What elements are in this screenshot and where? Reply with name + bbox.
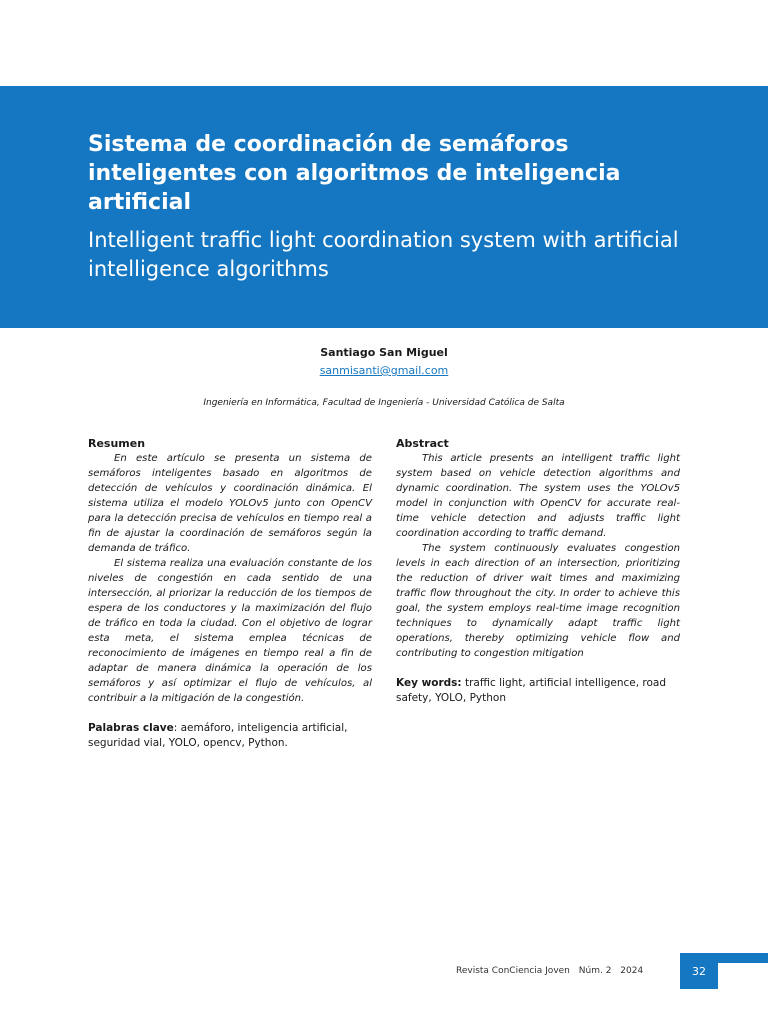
palabras-clave-text: : aemáforo, inteligencia artificial, seguridad vial, YOLO, opencv, Python. (88, 722, 348, 749)
abstract-column (396, 436, 680, 706)
abstract-heading: Abstract (396, 437, 449, 450)
resumen-paragraph-2: El sistema realiza una evaluación constante de los niveles de congestión en cada sentido de una intersección, al priorizar la reducción de los tiempos de espera de los conductores y la maximización del flujo de tráfico en toda la ciudad. Con el objetivo de lograr esta meta, el sistema emplea técnicas de reconocimiento de imágenes en tiempo real a fin de adaptar de manera dinámica la operación de los semáforos y así optimizar el flujo de vehículos, al contribuir a la mitigación de la congestión. (88, 558, 372, 704)
palabras-clave-label: Palabras clave (88, 722, 174, 734)
title-spanish: Sistema de coordinación de semáforos inteligentes con algoritmos de inteligencia artificial (88, 132, 621, 215)
footer-issue: Núm. 2 (578, 966, 612, 976)
author-affiliation: Ingeniería en Informática, Facultad de Ingeniería - Universidad Católica de Salta (203, 398, 565, 408)
resumen-heading: Resumen (88, 437, 146, 450)
author-email-link[interactable]: sanmisanti@gmail.com (319, 364, 449, 377)
page-number: 32 (680, 953, 718, 989)
author-name: Santiago San Miguel (320, 346, 448, 359)
title-english: Intelligent traffic light coordination system with artificial intelligence algorithms (88, 228, 679, 281)
title-banner (0, 86, 768, 328)
key-words-label: Key words: (396, 677, 462, 689)
palabras-clave (88, 721, 372, 751)
footer-journal-info (456, 966, 649, 976)
footer-journal-name: Revista ConCiencia Joven (456, 966, 570, 976)
key-words (396, 676, 680, 706)
resumen-paragraph-1: En este artículo se presenta un sistema de semáforos inteligentes basado en algoritmos de detección de vehículos y coordinación dinámica. El sistema utiliza el modelo YOLOv5 junto con OpenCV para la detección precisa de vehículos en tiempo real a fin de ajustar la coordinación de semáforos según la demanda de tráfico. (88, 453, 372, 554)
abstract-paragraph-1: This article presents an intelligent traffic light system based on vehicle detection algorithms and dynamic coordination. The system uses the YOLOv5 model in conjunction with OpenCV for accurate real-time vehicle detection and adjusts traffic light coordination according to traffic demand. (396, 453, 680, 539)
resumen-column (88, 436, 372, 751)
abstract-paragraph-2: The system continuously evaluates congestion levels in each direction of an intersection, prioritizing the reduction of driver wait times and maximizing traffic flow throughout the city. In order to achieve this goal, the system employs real-time image recognition techniques to dynamically adapt traffic light operations, thereby optimizing vehicle flow and contributing to congestion mitigation (396, 543, 680, 659)
footer-year: 2024 (620, 966, 644, 976)
key-words-text: traffic light, artificial intelligence, road safety, YOLO, Python (396, 677, 667, 704)
page-number-tab (718, 953, 768, 963)
author-email-line (0, 364, 768, 377)
